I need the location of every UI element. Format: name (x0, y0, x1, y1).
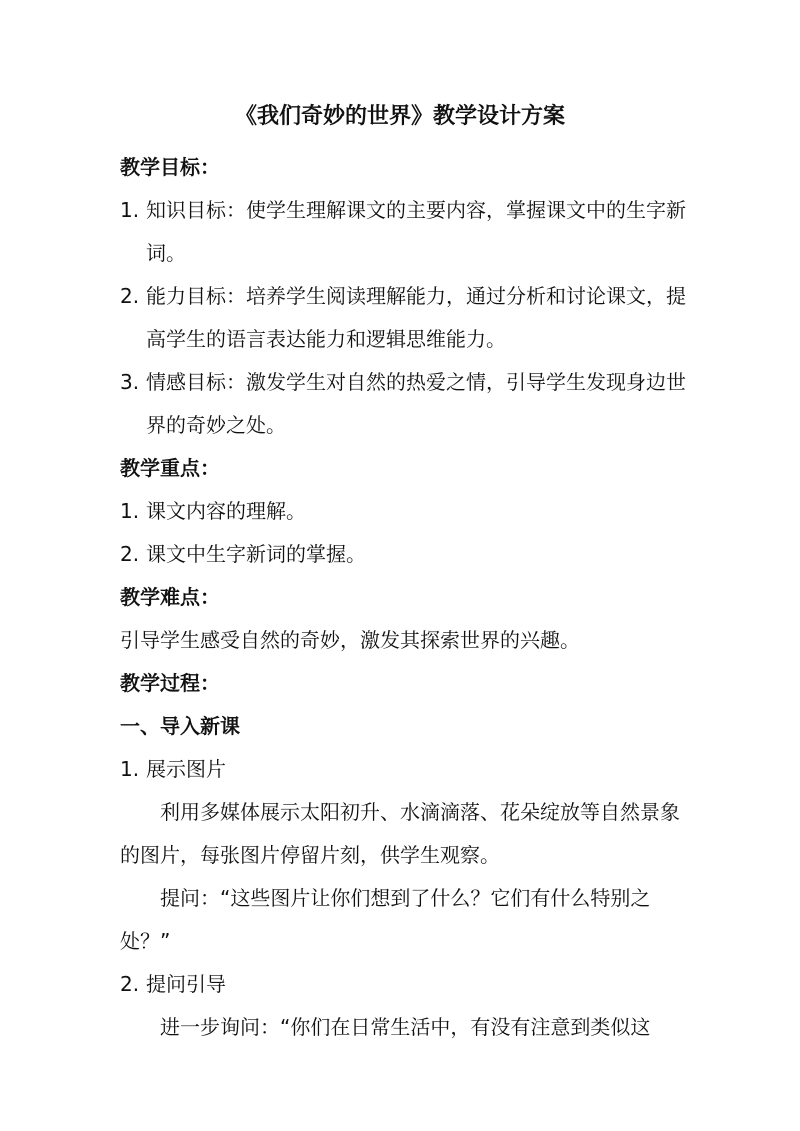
step-number: 2. (120, 972, 140, 996)
goal-number: 3. (120, 370, 140, 394)
key-point-text: 课文内容的理解。 (146, 499, 306, 523)
key-point-item (120, 490, 688, 533)
key-point-number: 1. (120, 499, 140, 523)
goal-item (120, 275, 688, 361)
goal-number: 2. (120, 284, 140, 308)
goal-item (120, 361, 688, 447)
process-heading: 教学过程： (120, 671, 220, 695)
step-number: 1. (120, 757, 140, 781)
difficulty-heading: 教学难点： (120, 585, 220, 609)
document-body (120, 146, 688, 1049)
teaching-goals-heading: 教学目标： (120, 155, 220, 179)
goal-item (120, 189, 688, 275)
key-point-item (120, 533, 688, 576)
step-paragraph: 利用多媒体展示太阳初升、水滴滴落、花朵绽放等自然景象的图片，每张图片停留片刻，供学生观察。 (120, 800, 680, 867)
step-label: 提问引导 (146, 972, 226, 996)
difficulty-text: 引导学生感受自然的奇妙，激发其探索世界的兴趣。 (120, 628, 580, 652)
goal-text: 知识目标：使学生理解课文的主要内容，掌握课文中的生字新词。 (146, 198, 686, 265)
step-label: 展示图片 (146, 757, 226, 781)
goal-number: 1. (120, 198, 140, 222)
key-point-number: 2. (120, 542, 140, 566)
goal-text: 情感目标：激发学生对自然的热爱之情，引导学生发现身边世界的奇妙之处。 (146, 370, 686, 437)
step-paragraph: 提问：“这些图片让你们想到了什么？它们有什么特别之处？” (120, 886, 651, 953)
document-title: 《我们奇妙的世界》教学设计方案 (234, 104, 565, 129)
step-paragraph: 进一步询问：“你们在日常生活中，有没有注意到类似这 (160, 1015, 651, 1039)
key-points-heading: 教学重点： (120, 456, 220, 480)
step-item (120, 963, 688, 1006)
key-point-text: 课文中生字新词的掌握。 (146, 542, 366, 566)
section-heading: 一、导入新课 (120, 714, 240, 738)
goal-text: 能力目标：培养学生阅读理解能力，通过分析和讨论课文，提高学生的语言表达能力和逻辑思维能力。 (146, 284, 686, 351)
step-item (120, 748, 688, 791)
